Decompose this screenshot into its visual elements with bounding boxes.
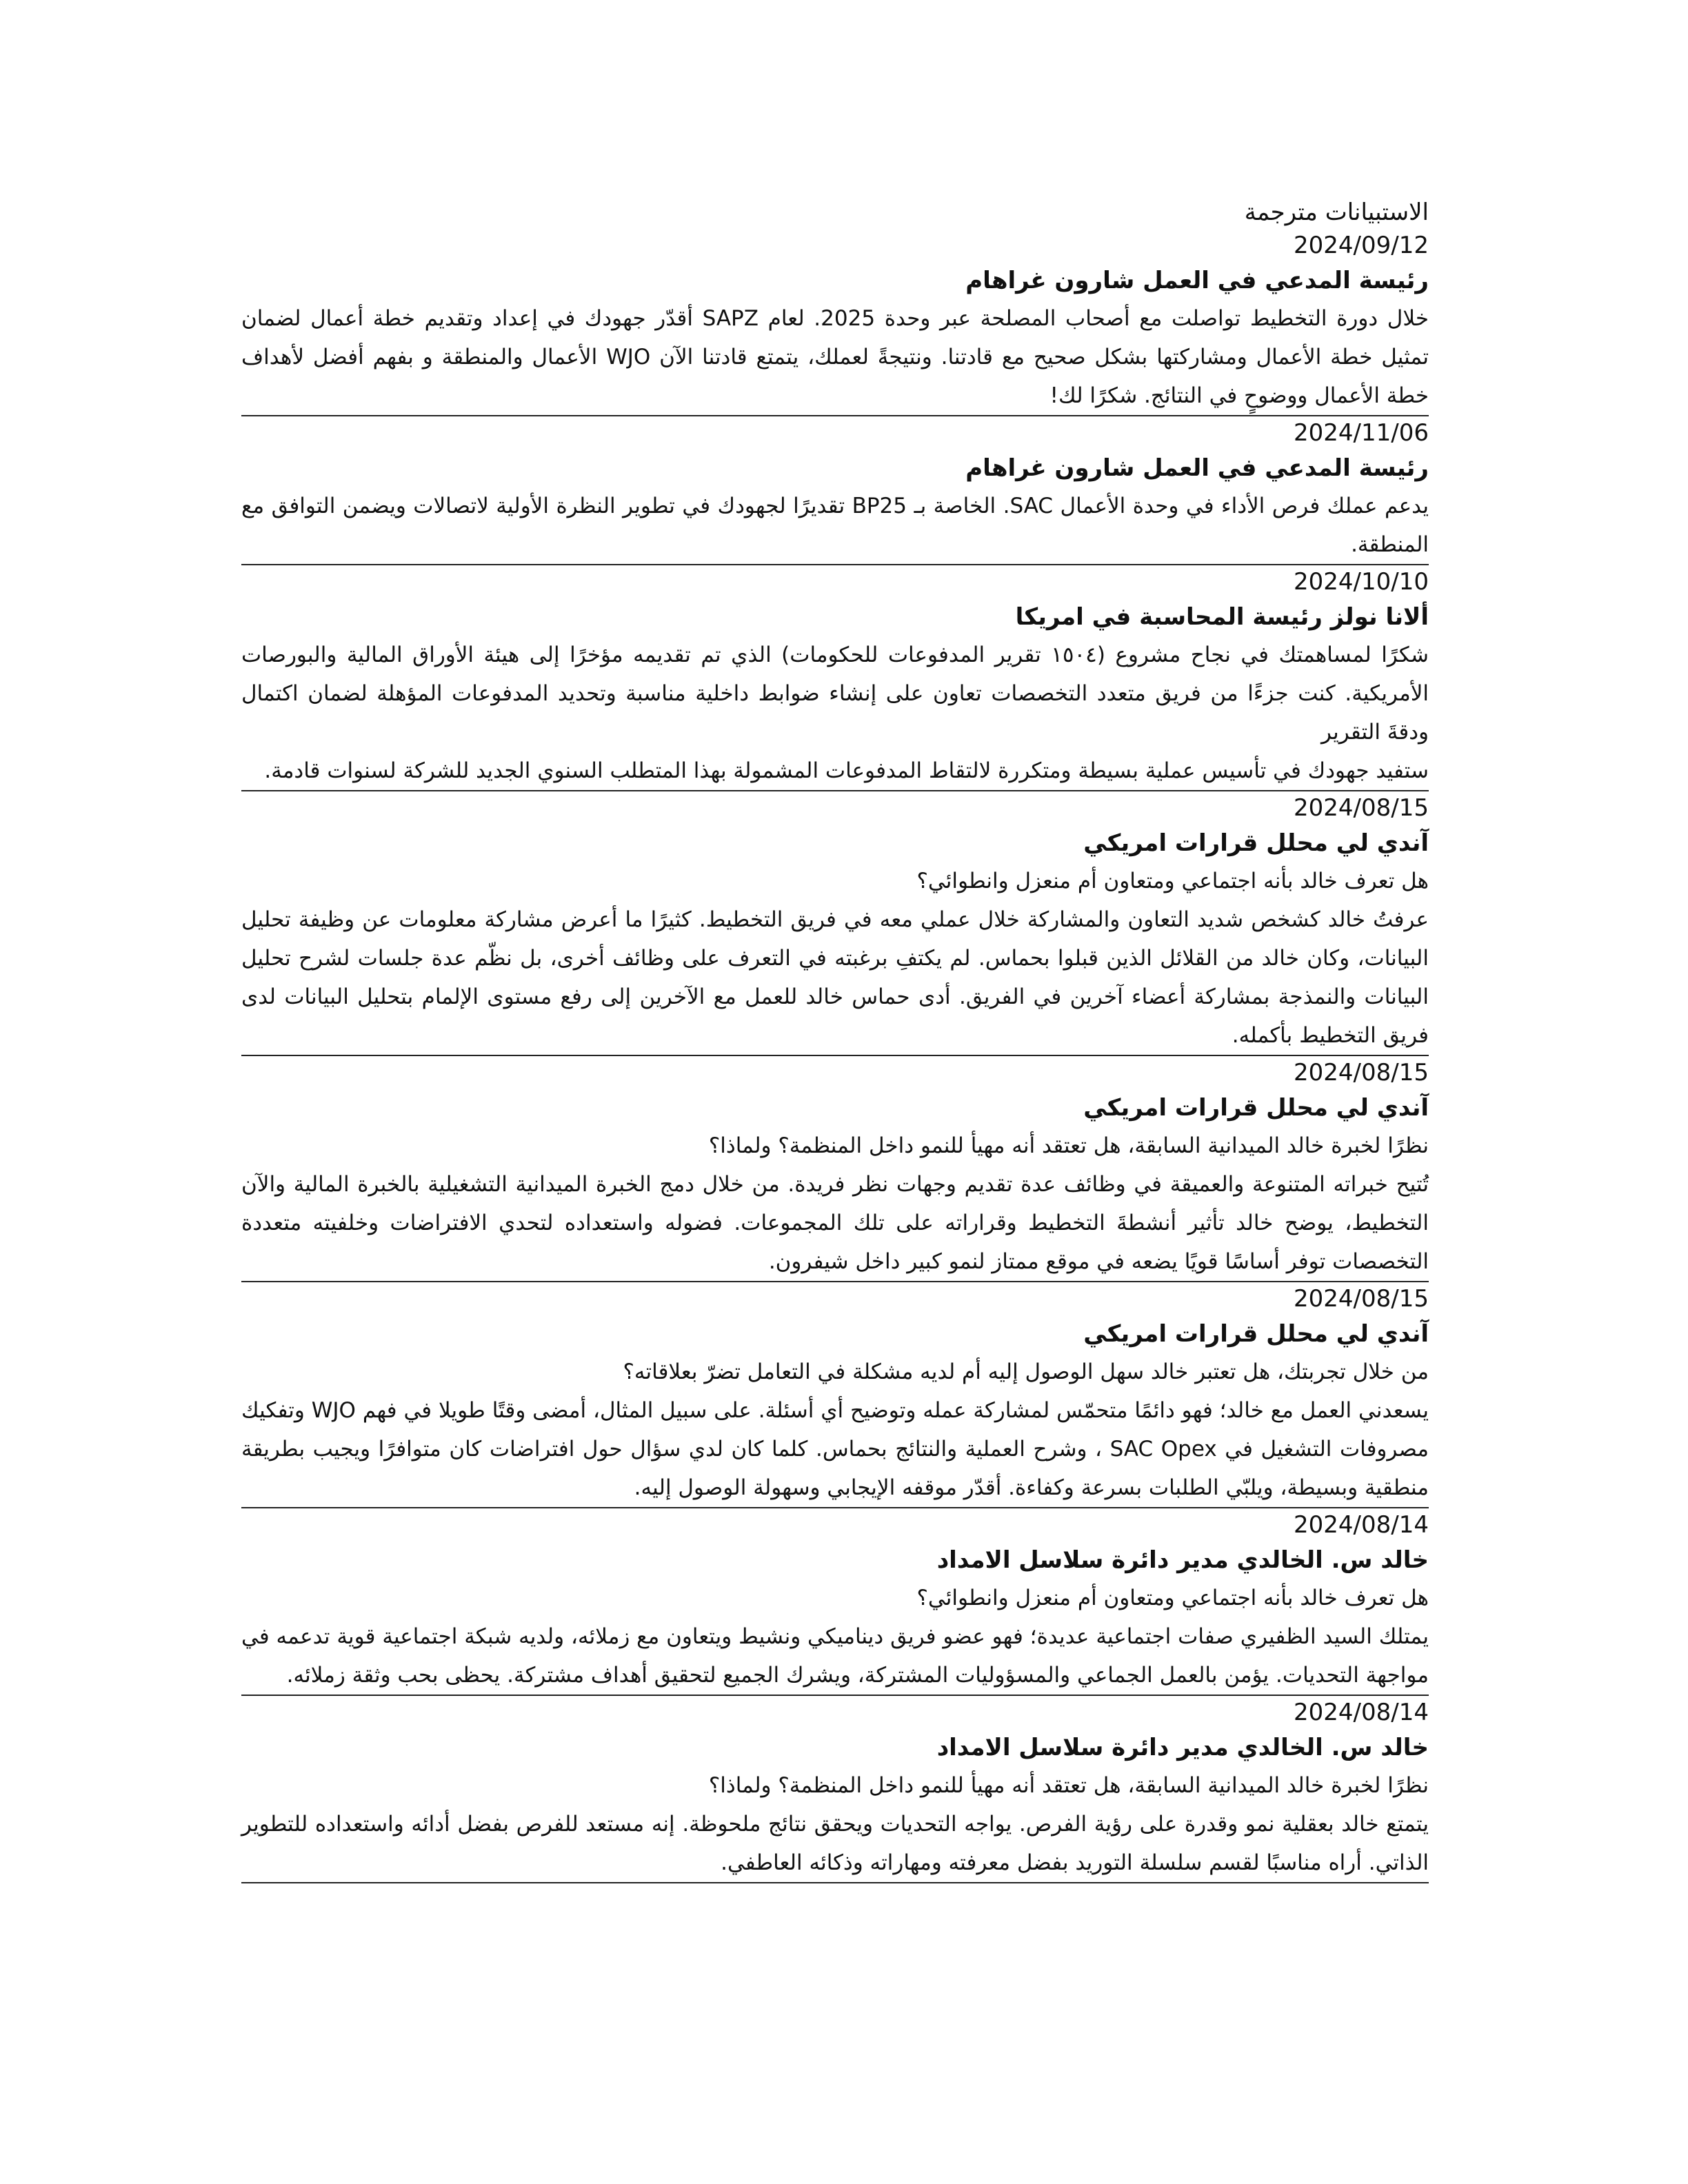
document-title: الاستبيانات مترجمة [1244,199,1429,226]
entry-author: رئيسة المدعي في العمل شارون غراهام [965,454,1429,482]
feedback-entry [241,791,1429,1056]
entry-date: 2024/09/12 [1294,232,1429,259]
feedback-entry [241,229,1429,416]
entry-date: 2024/11/06 [1294,419,1429,447]
entry-paragraph: ستفيد جهودك في تأسيس عملية بسيطة ومتكررة لالتقاط المدفوعات المشمولة بهذا المتطلب السنوي الجديد للشركة لسنوات قادمة. [264,758,1429,783]
entry-date: 2024/08/15 [1294,794,1429,822]
entry-author: آندي لي محلل قرارات امريكي [1083,1320,1429,1348]
feedback-entry [241,565,1429,791]
feedback-entry [241,1508,1429,1696]
entry-question: هل تعرف خالد بأنه اجتماعي ومتعاون أم منعزل وانطوائي؟ [916,1586,1429,1610]
entry-question: من خلال تجربتك، هل تعتبر خالد سهل الوصول إليه أم لديه مشكلة في التعامل تضرّ بعلاقاته؟ [623,1359,1429,1384]
feedback-entry [241,1056,1429,1282]
entry-paragraph: يسعدني العمل مع خالد؛ فهو دائمًا متحمّس لمشاركة عمله وتوضيح أي أسئلة. على سبيل المثال، أمضى وقتًا طويلا في فهم WJO وتفكيك مصروفات التشغيل في SAC Opex ، وشرح العملية والنتائج بحماس. كلما كان لدي سؤال حول افتراضات كان متوافرًا ويجيب بطريقة منطقية وبسيطة، ويلبّي الطلبات بسرعة وكفاءة. أقدّر موقفه الإيجابي وسهولة الوصول إليه. [241,1398,1429,1500]
entry-author: ألانا نولز رئيسة المحاسبة في امريكا [1015,603,1429,631]
entry-author: رئيسة المدعي في العمل شارون غراهام [965,267,1429,294]
feedback-entry [241,416,1429,565]
entry-date: 2024/08/14 [1294,1511,1429,1539]
feedback-entry [241,1696,1429,1883]
entry-author: آندي لي محلل قرارات امريكي [1083,1094,1429,1122]
feedback-entry [241,1282,1429,1508]
entry-date: 2024/08/15 [1294,1285,1429,1313]
entry-paragraph: تُتيح خبراته المتنوعة والعميقة في وظائف عدة تقديم وجهات نظر فريدة. من خلال دمج الخبرة الميدانية التشغيلية بالخبرة المالية والآن التخطيط، يوضح خالد تأثير أنشطةَ التخطيط وقراراته على تلك المجموعات. فضوله واستعداده لتحدي الافتراضات وخلفيته متعددة التخصصات توفر أساسًا قويًا يضعه في موقع ممتاز لنمو كبير داخل شيفرون. [241,1172,1429,1274]
entry-question: نظرًا لخبرة خالد الميدانية السابقة، هل تعتقد أنه مهيأ للنمو داخل المنظمة؟ ولماذا؟ [708,1773,1429,1798]
document-page [241,196,1429,1883]
entry-paragraph: يمتلك السيد الظفيري صفات اجتماعية عديدة؛ فهو عضو فريق ديناميكي ونشيط ويتعاون مع زملائه، ولديه شبكة اجتماعية قوية تدعمه في مواجهة التحديات. يؤمن بالعمل الجماعي والمسؤوليات المشتركة، ويشرك الجميع لتحقيق أهداف مشتركة. يحظى بحب وثقة زملائه. [241,1624,1429,1688]
entry-date: 2024/10/10 [1294,568,1429,596]
entry-date: 2024/08/14 [1294,1699,1429,1726]
entry-question: نظرًا لخبرة خالد الميدانية السابقة، هل تعتقد أنه مهيأ للنمو داخل المنظمة؟ ولماذا؟ [708,1133,1429,1158]
entry-author: آندي لي محلل قرارات امريكي [1083,829,1429,857]
entry-paragraph: يتمتع خالد بعقلية نمو وقدرة على رؤية الفرص. يواجه التحديات ويحقق نتائج ملحوظة. إنه مستعد للفرص بفضل أدائه واستعداده للتطوير الذاتي. أراه مناسبًا لقسم سلسلة التوريد بفضل معرفته ومهاراته وذكائه العاطفي. [241,1812,1429,1875]
entry-author: خالد س. الخالدي مدير دائرة سلاسل الامداد [936,1734,1429,1761]
entry-question: هل تعرف خالد بأنه اجتماعي ومتعاون أم منعزل وانطوائي؟ [916,869,1429,893]
entry-author: خالد س. الخالدي مدير دائرة سلاسل الامداد [936,1546,1429,1574]
entry-paragraph: عرفتُ خالد كشخص شديد التعاون والمشاركة خلال عملي معه في فريق التخطيط. كثيرًا ما أعرض مشاركة معلومات عن وظيفة تحليل البيانات، وكان خالد من القلائل الذين قبلوا بحماس. لم يكتفِ برغبته في التعرف على وظائف أخرى، بل نظّم عدة جلسات لشرح تحليل البيانات والنمذجة بمشاركة أعضاء آخرين في الفريق. أدى حماس خالد للعمل مع الآخرين إلى رفع مستوى الإلمام بتحليل البيانات لدى فريق التخطيط بأكمله. [241,907,1429,1048]
entry-date: 2024/08/15 [1294,1059,1429,1086]
entry-paragraph: شكرًا لمساهمتك في نجاح مشروع (١٥٠٤ تقرير المدفوعات للحكومات) الذي تم تقديمه مؤخرًا إلى هيئة الأوراق المالية والبورصات الأمريكية. كنت جزءًا من فريق متعدد التخصصات تعاون على إنشاء ضوابط داخلية مناسبة وتحديد المدفوعات المؤهلة لضمان اكتمال ودقةَ التقرير [241,643,1429,745]
entry-paragraph: خلال دورة التخطيط تواصلت مع أصحاب المصلحة عبر وحدة 2025. لعام SAPZ أقدّر جهودك في إعداد وتقديم خطة أعمال لضمان تمثيل خطة الأعمال ومشاركتها بشكل صحيح مع قادتنا. ونتيجةً لعملك، يتمتع قادتنا الآن WJO الأعمال والمنطقة و بفهم أفضل لأهداف خطة الأعمال ووضوحٍ في النتائج. شكرًا لك! [241,306,1429,408]
entry-paragraph: يدعم عملك فرص الأداء في وحدة الأعمال SAC. الخاصة بـ BP25 تقديرًا لجهودك في تطوير النظرة الأولية لاتصالات ويضمن التوافق مع المنطقة. [241,494,1429,557]
